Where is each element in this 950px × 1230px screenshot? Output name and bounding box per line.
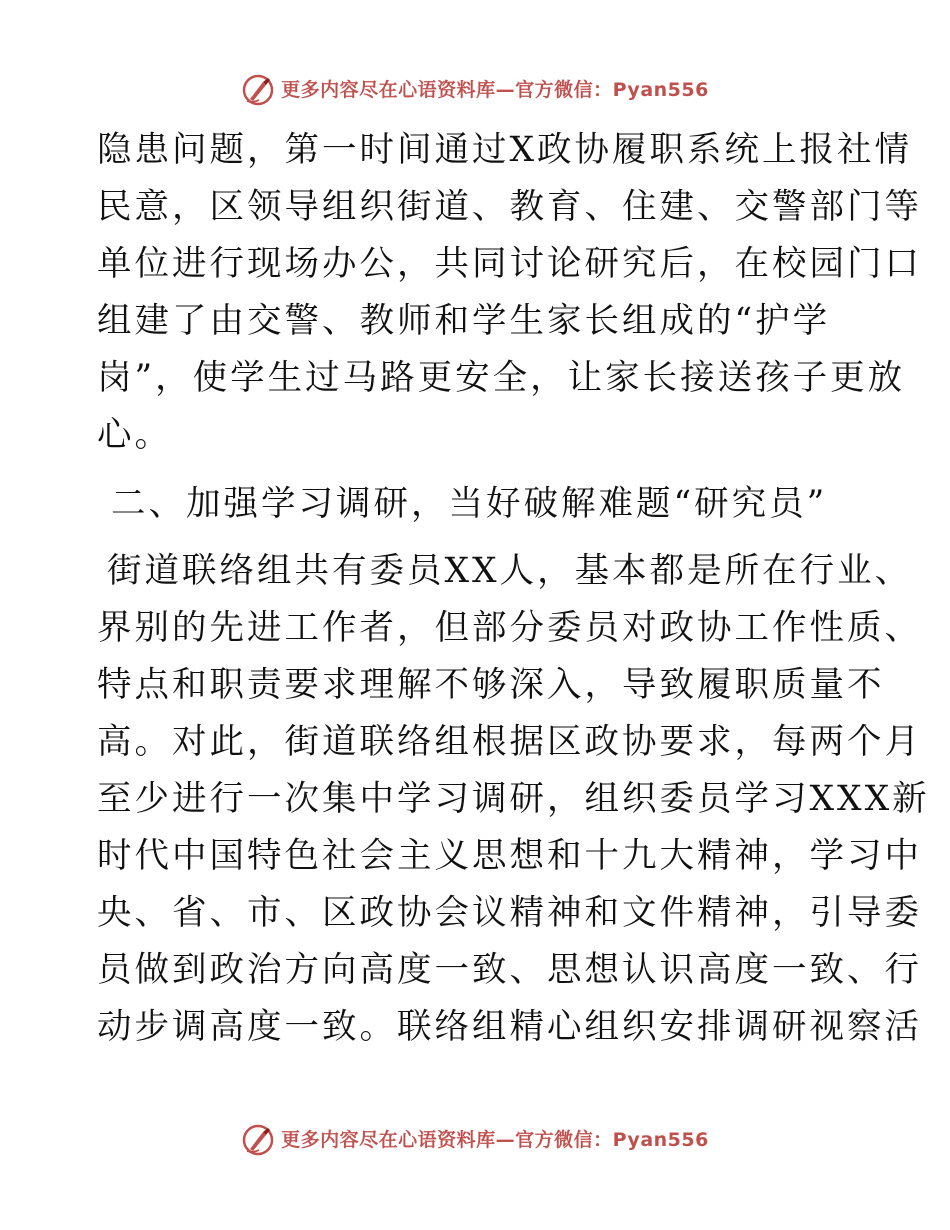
paragraph-2-line: 至少进行一次集中学习调研，组织委员学习XXX新 bbox=[97, 779, 930, 819]
paragraph-2-line: 特点和职责要求理解不够深入，导致履职质量不 bbox=[97, 665, 885, 705]
paragraph-1-line: 单位进行现场办公，共同讨论研究后，在校园门口 bbox=[97, 244, 922, 284]
paragraph-2-line: 高。对此，街道联络组根据区政协要求，每两个月 bbox=[97, 722, 922, 762]
quill-logo-icon bbox=[241, 1123, 275, 1157]
paragraph-2-line: 街道联络组共有委员XX人，基本都是所在行业、 bbox=[107, 551, 913, 591]
header-banner-text: 更多内容尽在心语资料库—官方微信：Pyan556 bbox=[281, 78, 709, 101]
paragraph-2-line: 员做到政治方向高度一致、思想认识高度一致、行 bbox=[97, 950, 922, 990]
section-heading: 二、加强学习调研，当好破解难题“研究员” bbox=[111, 484, 828, 524]
paragraph-1-line: 组建了由交警、教师和学生家长组成的“护学 bbox=[97, 301, 831, 341]
document-body bbox=[97, 122, 930, 1056]
paragraph-2-line: 时代中国特色社会主义思想和十九大精神，学习中 bbox=[97, 836, 922, 876]
paragraph-1-line: 隐患问题，第一时间通过X政协履职系统上报社情 bbox=[97, 130, 913, 170]
paragraph-spacer bbox=[97, 464, 857, 476]
quill-logo-icon bbox=[241, 73, 275, 107]
header-banner bbox=[0, 70, 950, 110]
paragraph-2-line: 动步调高度一致。联络组精心组织安排调研视察活 bbox=[97, 1007, 922, 1047]
paragraph-1-line: 心。 bbox=[97, 415, 172, 455]
footer-banner-text: 更多内容尽在心语资料库—官方微信：Pyan556 bbox=[281, 1128, 709, 1151]
paragraph-2-line: 央、省、市、区政协会议精神和文件精神，引导委 bbox=[97, 893, 922, 933]
footer-banner bbox=[0, 1120, 950, 1160]
paragraph-2-line: 界别的先进工作者，但部分委员对政协工作性质、 bbox=[97, 608, 922, 648]
paragraph-1-line: 岗”，使学生过马路更安全，让家长接送孩子更放 bbox=[97, 358, 906, 398]
paragraph-1-line: 民意，区领导组织街道、教育、住建、交警部门等 bbox=[97, 187, 922, 227]
paragraph-spacer bbox=[97, 533, 857, 543]
